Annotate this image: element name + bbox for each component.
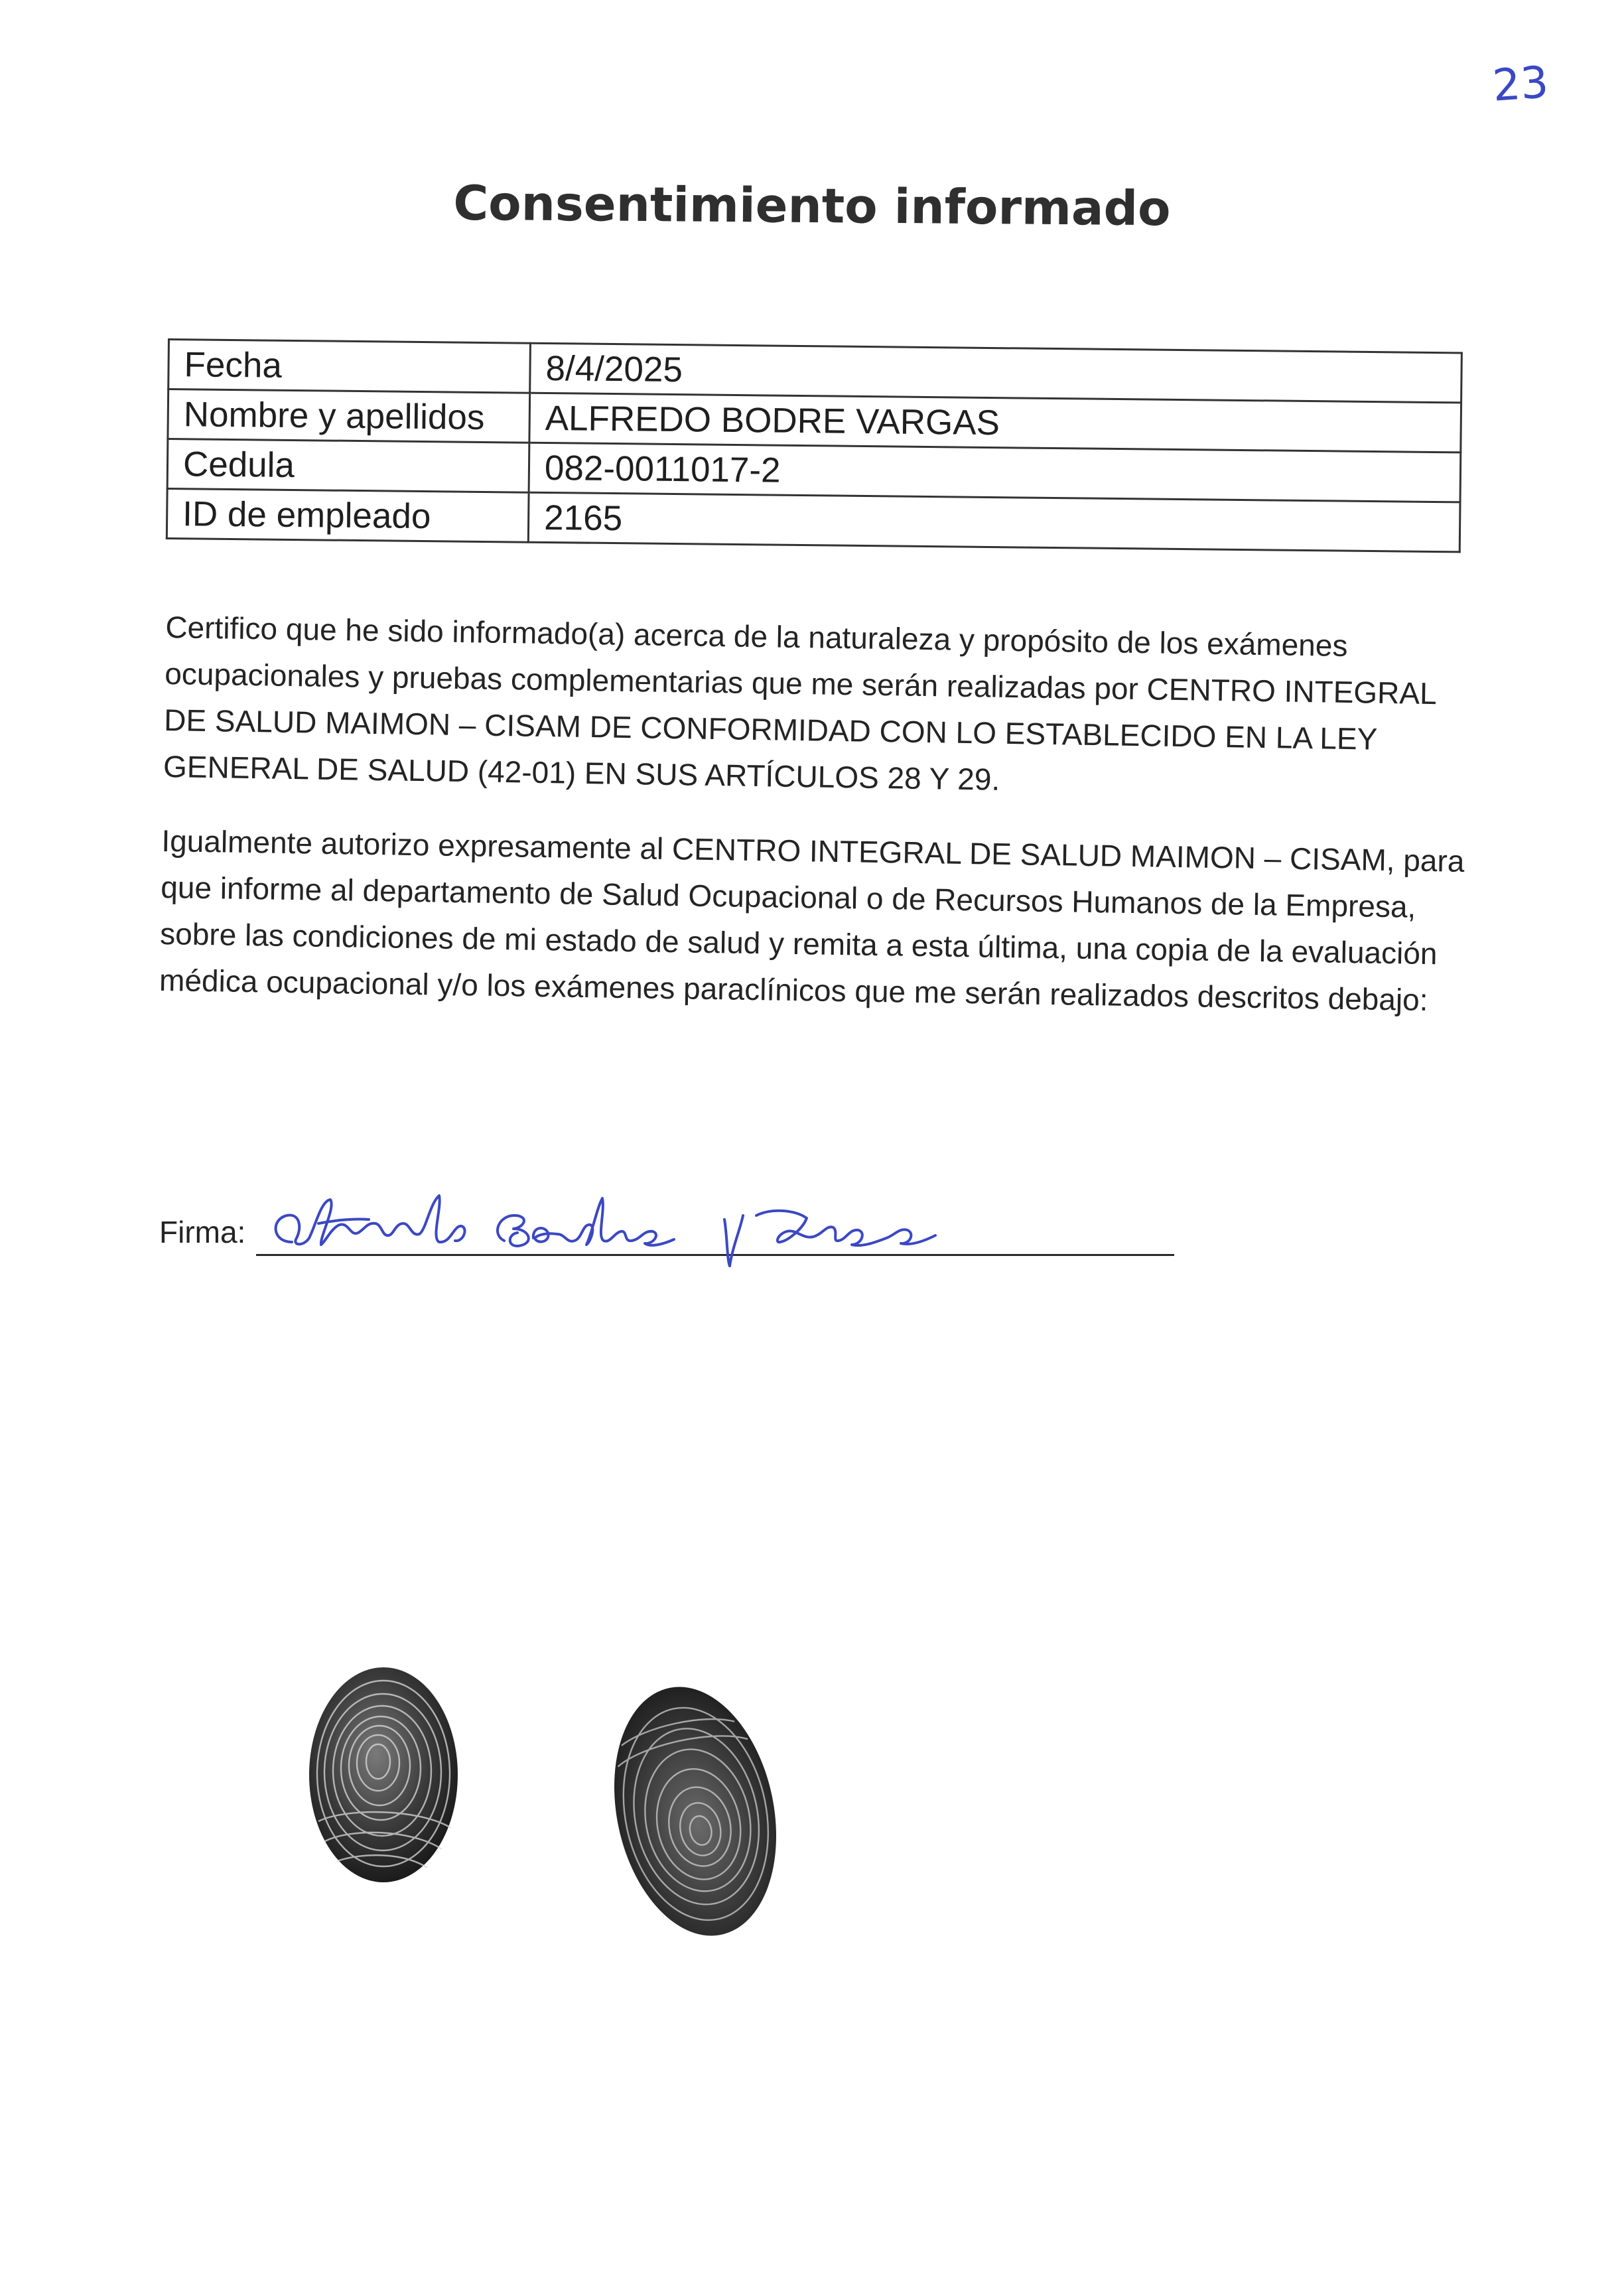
fecha-label: Fecha bbox=[169, 340, 531, 393]
certification-paragraph: Certifico que he sido informado(a) acerca de la naturaleza y propósito de los exámenes ocupacionales y pruebas complementarias que me serán realizadas por CENTRO INTEGRAL DE SALUD MAIMON – CISAM DE CONFORMIDAD CON LO ESTABLECIDO EN LA LEY GENERAL DE SALUD (42-01) EN SUS ARTÍCULOS 28 Y 29. bbox=[163, 609, 1436, 797]
nombre-value: ALFREDO BODRE VARGAS bbox=[529, 393, 1461, 452]
signature-label: Firma: bbox=[159, 1215, 246, 1249]
cedula-label: Cedula bbox=[167, 439, 529, 493]
page-number: 23 bbox=[1491, 56, 1550, 111]
fingerprint-right bbox=[610, 1679, 783, 1944]
page-title: Consentimiento informado bbox=[453, 174, 1171, 237]
fingerprint-left bbox=[305, 1662, 464, 1888]
authorization-paragraph: Igualmente autorizo expresamente al CENTRO INTEGRAL DE SALUD MAIMON – CISAM, para que informe al departamento de Salud Ocupacional o de Recursos Humanos de la Empresa, sobre las condiciones de mi estado de salud y remita a esta última, una copia de la evaluación médica ocupacional y/o los exámenes paraclínicos que me serán realizados descritos debajo: bbox=[159, 823, 1465, 1018]
employee-id-label: ID de empleado bbox=[167, 489, 529, 543]
nombre-label: Nombre y apellidos bbox=[168, 389, 530, 443]
handwritten-signature bbox=[252, 1181, 1088, 1267]
signature-block bbox=[159, 1181, 1181, 1261]
cedula-value: 082-0011017-2 bbox=[529, 443, 1461, 502]
employee-id-value: 2165 bbox=[528, 492, 1460, 552]
info-table bbox=[166, 338, 1463, 553]
fecha-value: 8/4/2025 bbox=[530, 343, 1462, 403]
